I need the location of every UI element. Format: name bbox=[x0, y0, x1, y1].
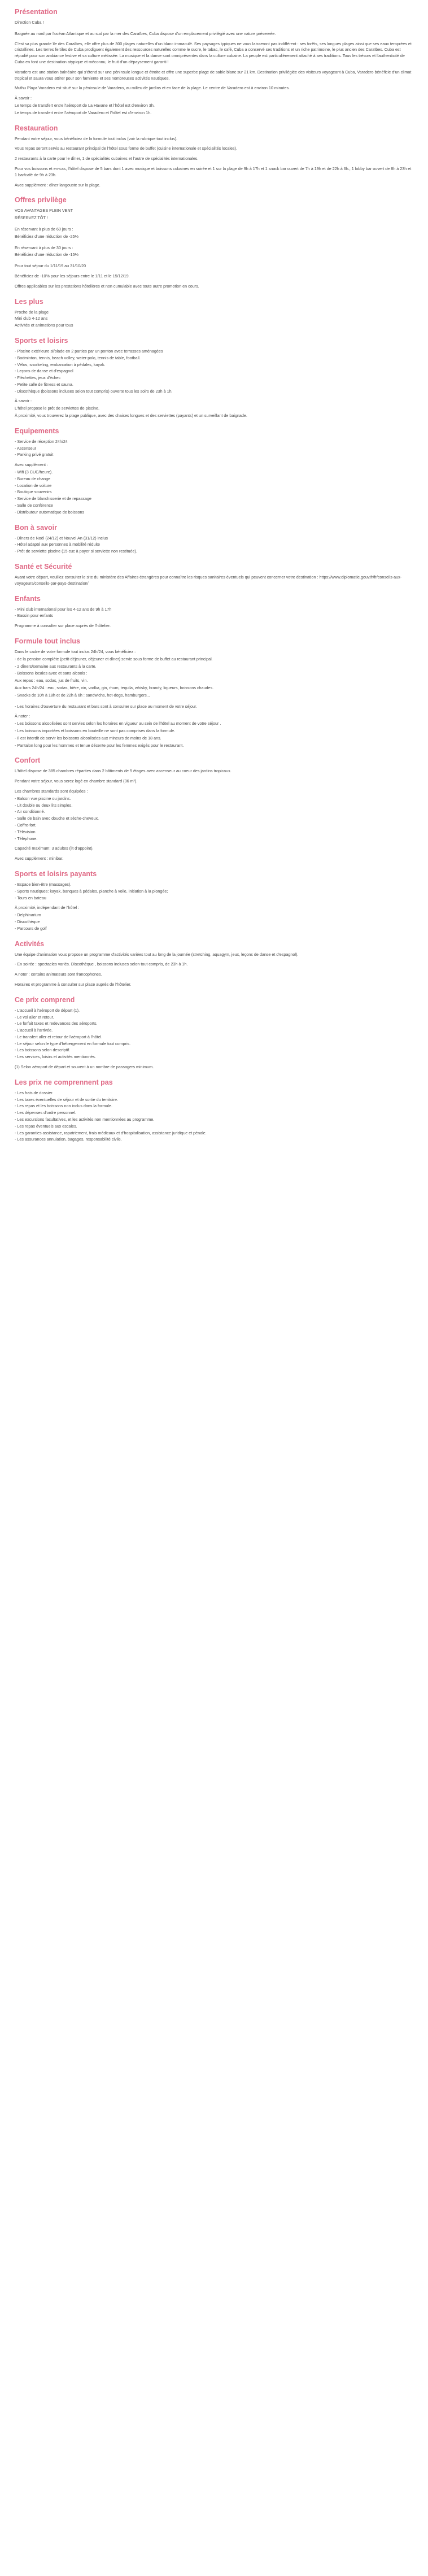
list-item: - Badminton, tennis, beach volley, water-polo, tennis de table, football. bbox=[15, 355, 413, 362]
presentation-note-1: À savoir : bbox=[15, 95, 32, 101]
activites-line-1: Une équipe d'animation vous propose un programme d'activités variées tout au long de la journée (stretching, aquagym, jeux, leçons de danse et d'espagnol). bbox=[15, 951, 299, 957]
list-item: - Les repas et les boissons non inclus dans la formule. bbox=[15, 1103, 413, 1109]
list-item: - Les dépenses d'ordre personnel. bbox=[15, 1110, 413, 1116]
list-item: - Le séjour selon le type d'hébergement en formule tout compris. bbox=[15, 1041, 413, 1047]
equipements-list bbox=[15, 439, 413, 458]
list-item: - L'accueil à l'arrivée. bbox=[15, 1028, 413, 1034]
list-item: - Les assurances annulation, bagages, responsabilité civile. bbox=[15, 1137, 413, 1143]
confort-line-1: L'hôtel dispose de 385 chambres réparties dans 2 bâtiments de 5 étages avec ascenseur au coeur des jardins tropicaux. bbox=[15, 768, 232, 774]
list-item: - Le forfait taxes et redevances des aéroports. bbox=[15, 1021, 413, 1027]
section-title-confort: Confort bbox=[15, 756, 41, 765]
list-item: - Les excursions facultatives, et les activités non mentionnées au programme. bbox=[15, 1117, 413, 1123]
list-item: - Discothèque bbox=[15, 919, 413, 925]
presentation-note-3: Le temps de transfert entre l'aéroport de Varadero et l'hôtel est d'environ 1h. bbox=[15, 110, 152, 115]
list-item: - Air conditionné. bbox=[15, 809, 413, 815]
offres-line-14: Offres applicables sur les prestations hôtelières et non cumulable avec toute autre promotion en cours. bbox=[15, 283, 199, 289]
offres-line-7: En réservant à plus de 30 jours : bbox=[15, 245, 73, 250]
section-title-sports-loisirs: Sports et loisirs bbox=[15, 336, 68, 345]
formule-note-2: - Les boissons alcoolisées sont servies selon les horaires en vigueur au sein de l'hôtel au moment de votre séjour . bbox=[15, 721, 221, 726]
list-item: - Bureau de change bbox=[15, 476, 413, 482]
list-item: - Téléphone. bbox=[15, 836, 413, 842]
offres-line-2: RÉSERVEZ TÔT ! bbox=[15, 215, 48, 221]
offres-line-1: VOS AVANTAGES PLEIN VENT bbox=[15, 208, 73, 214]
confort-line-2: Pendant votre séjour, vous serez logé en chambre standard (36 m²). bbox=[15, 778, 138, 784]
confort-note-2: Avec supplément : minibar. bbox=[15, 856, 64, 861]
section-title-sports-payants: Sports et loisirs payants bbox=[15, 869, 97, 878]
brochure-page bbox=[0, 0, 428, 1164]
prix-comprend-list bbox=[15, 1008, 413, 1060]
equipements-payants-list bbox=[15, 469, 413, 516]
sports-payants-subtitle: À proximité, indépendant de l'hôtel : bbox=[15, 905, 80, 911]
sports-note-2: L'hôtel propose le prêt de serviettes de piscine. bbox=[15, 406, 100, 411]
list-item: - Ascenseur bbox=[15, 446, 413, 452]
formule-line-8: - Les horaires d'ouverture du restaurant et bars sont à consulter sur place au moment de votre séjour. bbox=[15, 703, 197, 709]
list-item: - Salle de conférence bbox=[15, 503, 413, 509]
list-item: - Boutique souvenirs bbox=[15, 489, 413, 495]
section-title-les-plus: Les plus bbox=[15, 297, 43, 306]
list-item: - Lit double ou deux lits simples. bbox=[15, 803, 413, 809]
list-item: - Les services, loisirs et activités mentionnés. bbox=[15, 1054, 413, 1060]
sports-payants-proximite-list bbox=[15, 912, 413, 932]
spacer bbox=[15, 259, 413, 263]
list-item: Activités et animations pour tous bbox=[15, 323, 73, 328]
formule-note-5: - Pantalon long pour les hommes et tenue décente pour les femmes exigés pour le restaurant. bbox=[15, 742, 184, 748]
presentation-line-5: Muthu Playa Varadero est situé sur la péninsule de Varadero, au milieu de jardins et en face de la plage. Le centre de Varadero est à environ 10 minutes. bbox=[15, 85, 290, 91]
offres-line-10: Pour tout séjour du 1/11/19 au 31/10/20 bbox=[15, 263, 86, 269]
formule-line-4: - Boissons locales avec et sans alcools : bbox=[15, 671, 88, 676]
activites-line-2: - En soirée : spectacles variés. Discothèque , boissons incluses selon tout compris, de 23h à 1h. bbox=[15, 961, 188, 967]
formule-line-7: - Snacks de 10h à 18h et de 22h à 6h : sandwichs, hot-dogs, hamburgers... bbox=[15, 692, 150, 698]
section-title-formule-tout-inclus: Formule tout inclus bbox=[15, 637, 80, 646]
list-item: - Location de voiture bbox=[15, 483, 413, 489]
list-item: - Hôtel adapté aux personnes à mobilité réduite bbox=[15, 542, 413, 548]
list-item: - Bassin pour enfants bbox=[15, 613, 413, 619]
list-item: - Tours en bateau bbox=[15, 895, 413, 902]
list-item: - Vélos, snorkeling, embarcation à pédales, kayak. bbox=[15, 362, 413, 368]
list-item: - Prêt de serviette piscine (15 cuc à payer si serviette non restituée). bbox=[15, 549, 413, 555]
les-plus-list bbox=[15, 310, 413, 329]
list-item: - Petite salle de fitness et sauna. bbox=[15, 382, 413, 388]
prix-comprend-note: (1) Selon aéroport de départ et souvent à un nombre de passagers minimum. bbox=[15, 1064, 154, 1070]
section-title-restauration: Restauration bbox=[15, 124, 58, 132]
sante-paragraph: Avant votre départ, veuillez consulter le site du ministère des Affaires étrangères pour connaître les risques sanitaires éventuels qui peuvent concerner votre destination : https://www.diplomatie.gouv.fr/fr/conseils-aux-voyageurs/conseils-par-pays-destination/ bbox=[15, 575, 402, 586]
list-item: - Salle de bain avec douche et sèche-cheveux. bbox=[15, 816, 413, 822]
enfants-note: Programme à consulter sur place auprès de l'hôtelier. bbox=[15, 623, 111, 629]
offres-line-4: En réservant à plus de 60 jours : bbox=[15, 226, 73, 232]
spacer bbox=[15, 223, 413, 227]
list-item: - Les taxes éventuelles de séjour et de sortie du territoire. bbox=[15, 1097, 413, 1103]
confort-list bbox=[15, 796, 413, 842]
formule-line-3: - 2 dîners/semaine aux restaurants à la carte. bbox=[15, 663, 97, 669]
list-item: - Le transfert aller et retour de l'aéroport à l'hôtel. bbox=[15, 1034, 413, 1041]
activites-line-3: A noter : certains animateurs sont francophones. bbox=[15, 972, 102, 977]
list-item: - Fléchettes, jeux d'échec bbox=[15, 375, 413, 381]
activites-line-4: Horaires et programme à consulter sur place auprès de l'hôtelier. bbox=[15, 981, 132, 987]
list-item: - Service de réception 24h/24 bbox=[15, 439, 413, 445]
section-title-prix-comprend: Ce prix comprend bbox=[15, 995, 75, 1004]
section-title-presentation: Présentation bbox=[15, 8, 58, 16]
list-item: - Discothèque (boissons incluses selon tout compris) ouverte tous les soirs de 23h à 1h. bbox=[15, 389, 413, 395]
list-item: - Les garanties assistance, rapatriement, frais médicaux et d'hospitalisation, assistance juridique et pénale. bbox=[15, 1130, 413, 1137]
list-item: - Parcours de golf bbox=[15, 926, 413, 932]
section-title-offres-privilege: Offres privilège bbox=[15, 196, 67, 204]
list-item: - Delphinarium bbox=[15, 912, 413, 919]
sports-payants-list bbox=[15, 882, 413, 901]
section-title-enfants: Enfants bbox=[15, 594, 41, 603]
list-item: - Wifi (3 CUC/heure). bbox=[15, 469, 413, 476]
list-item: - Balcon vue piscine ou jardins. bbox=[15, 796, 413, 802]
list-item: - Le vol aller et retour. bbox=[15, 1015, 413, 1021]
spacer bbox=[15, 241, 413, 245]
offres-line-8: Bénéficiez d'une réduction de -15% bbox=[15, 252, 78, 258]
spacer bbox=[15, 700, 413, 704]
list-item: - Coffre-fort. bbox=[15, 823, 413, 829]
spacer bbox=[15, 27, 413, 31]
formule-line-6: Aux bars 24h/24 : eau, sodas, bière, vin, vodka, gin, rhum, tequila, whisky, brandy, liqueurs, boissons chaudes. bbox=[15, 685, 214, 690]
list-item: Mini club 4-12 ans bbox=[15, 316, 48, 321]
formule-note-3: - Les boissons importées et boissons en bouteille ne sont pas comprises dans la formule. bbox=[15, 728, 176, 733]
sports-note-3: À proximité, vous trouverez la plage publique, avec des chaises longues et des serviettes (payants) et un surveillant de baignade. bbox=[15, 413, 247, 419]
section-title-prix-ne-comprennent-pas: Les prix ne comprennent pas bbox=[15, 1078, 113, 1086]
section-title-equipements: Equipements bbox=[15, 427, 59, 435]
equipements-subtitle: Avec supplément : bbox=[15, 462, 48, 468]
list-item: - Parking privé gratuit bbox=[15, 452, 413, 458]
list-item: - Mini club international pour les 4-12 ans de 9h à 17h bbox=[15, 607, 413, 613]
list-item: - Télévision bbox=[15, 829, 413, 836]
formule-note-1: À noter : bbox=[15, 713, 30, 719]
list-item: - Distributeur automatique de boissons bbox=[15, 510, 413, 516]
list-item: Proche de la plage bbox=[15, 309, 49, 315]
bon-a-savoir-list bbox=[15, 536, 413, 555]
confort-subtitle: Les chambres standards sont équipées : bbox=[15, 788, 88, 794]
list-item: - L'accueil à l'aéroport de départ (1). bbox=[15, 1008, 413, 1014]
list-item: - Sports nautiques: kayak, banques à pédales, planche à voile, initiation à la plongée; bbox=[15, 889, 413, 895]
list-item: - Dîners de Noël (24/12) et Nouvel An (31/12) inclus bbox=[15, 536, 413, 542]
sports-note-1: À savoir : bbox=[15, 398, 32, 404]
section-title-bon-a-savoir: Bon à savoir bbox=[15, 523, 58, 532]
restauration-line-5: Avec supplément : dîner langouste sur la plage. bbox=[15, 182, 101, 188]
list-item: - Les repas éventuels aux escales. bbox=[15, 1124, 413, 1130]
enfants-list bbox=[15, 607, 413, 620]
list-item: - Les boissons selon descriptif. bbox=[15, 1047, 413, 1054]
restauration-line-1: Pendant votre séjour, vous bénéficiez de la formule tout inclus (voir la rubrique tout inclus). bbox=[15, 136, 178, 141]
list-item: - Les frais de dossier. bbox=[15, 1090, 413, 1096]
prix-ne-comprend-list bbox=[15, 1090, 413, 1143]
sports-loisirs-list bbox=[15, 349, 413, 395]
confort-note-1: Capacité maximum: 3 adultes (lit d'appoint). bbox=[15, 846, 94, 851]
section-title-sante-securite: Santé et Sécurité bbox=[15, 563, 72, 571]
formule-line-1: Dans le cadre de votre formule tout inclus 24h/24, vous bénéficiez : bbox=[15, 649, 136, 655]
list-item: - Leçons de danse et d'espagnol bbox=[15, 368, 413, 375]
restauration-line-3: 2 restaurants à la carte pour le dîner, 1 de spécialités cubaines et l'autre de spécialités internationales. bbox=[15, 156, 199, 162]
presentation-line-2: Baignée au nord par l'océan Atlantique et au sud par la mer des Caraïbes, Cuba dispose d'un emplacement privilégié avec une nature préservée. bbox=[15, 31, 276, 36]
list-item: - Piscine extérieure si/olade en 2 parties par un ponton avec terrasses aménagées bbox=[15, 349, 413, 355]
presentation-line-3: C'est sa plus grande île des Caraïbes, elle offre plus de 300 plages naturelles d'un blanc immaculé. Ses paysages typiques ne vous laisseront pas indifférent : ses forêts, ses longues plages ainsi que ses eaux temprées et cristallines. Les terres fertiles de Cuba prodiguent également des ressources naturelles comme le sucre, le tabac, le café, Cuba a conservé ses traditions et un riche patrimoine, le plus ancien des Caraïbes. Cuba est répudié pour son ambiance festive et sa culture métissée. La musique et la danse sont omniprésentes dans la culture cubaine. La peuple est particulièrement attaché à ses traditions. Tous les trésors et l'authenticité de Cuba en font une destination atypique et méconnu, le fruit d'un dépaysement garanti ! bbox=[15, 41, 412, 64]
restauration-line-4: Pour vos boissons et en-cas, l'hôtel dispose de 5 bars dont 1 avec musique et boissons cubaines en soirée et 1 sur la plage de 9h à 17h et 1 snack bar ouvert de 7h à 19h et de 22h à 6h., 1 lobby bar ouvert de 8h à 23h et 1 bar/café de 9h à 23h. bbox=[15, 166, 412, 177]
restauration-line-2: Vous repas seront servis au restaurant principal de l'hôtel sous forme de buffet (cuisine internationale et spécialités locales). bbox=[15, 146, 237, 151]
section-title-activites: Activités bbox=[15, 939, 45, 948]
offres-line-5: Bénéficiez d'une réduction de -25% bbox=[15, 233, 78, 239]
offres-line-12: Bénéficiez de -10% pour les séjours entre le 1/11 et le 15/12/19. bbox=[15, 273, 130, 279]
presentation-note-2: Le temps de transfert entre l'aéroport de La Havane et l'hôtel est d'environ 3h. bbox=[15, 102, 155, 108]
presentation-line-4: Varadero est une station balnéaire qui s'étend sur une péninsule longue et étroite et offre une superbe plage de sable blanc sur 21 km. Destination privilégiée des visiteurs voyageant à Cuba, Varadero bénéficie d'un climat tropical et saura vous attirer pour son farniente et ses nombreuses activités nautiques. bbox=[15, 69, 412, 81]
presentation-line-1: Direction Cuba ! bbox=[15, 20, 44, 25]
formule-line-5: Aux repas : eau, sodas, jus de fruits, vin. bbox=[15, 678, 88, 684]
formule-line-2: - de la pension complète (petit-déjeuner, déjeuner et dîner) servie sous forme de buffet au restaurant principal. bbox=[15, 656, 213, 662]
list-item: - Espace bien-être (massages). bbox=[15, 882, 413, 888]
list-item: - Service de blanchisserie et de repassage bbox=[15, 496, 413, 502]
formule-note-4: - Il est interdit de servir les boissons alcoolisées aux mineurs de moins de 18 ans. bbox=[15, 735, 161, 741]
